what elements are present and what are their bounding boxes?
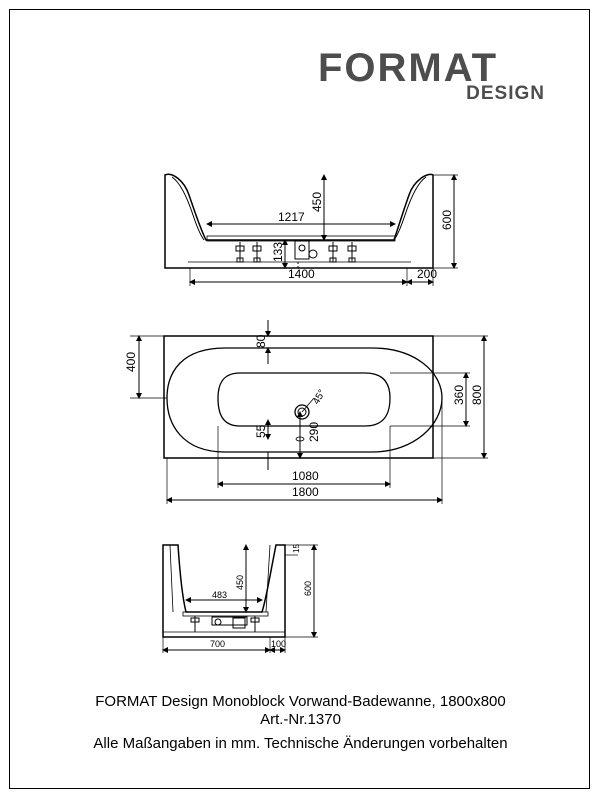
dim-top-rim: 80 — [254, 334, 268, 348]
top-view-frame — [164, 336, 433, 458]
side-view-inner-left — [172, 177, 204, 240]
dim-side-overhang: 200 — [417, 267, 438, 281]
logo-subtitle: DESIGN — [466, 83, 545, 104]
caption-notice: Alle Maßangaben in mm. Technische Änderungen vorbehalten — [93, 735, 508, 752]
dim-top-drain-angle: 45° — [311, 387, 329, 407]
dim-side-height: 600 — [440, 209, 454, 230]
end-view-feet — [191, 616, 259, 632]
end-view — [163, 545, 318, 653]
dim-top-wall-offset: 400 — [124, 351, 138, 372]
dim-side-inner-width: 1217 — [278, 210, 305, 224]
dim-end-inner-width: 483 — [212, 590, 228, 600]
dim-end-height: 600 — [303, 580, 313, 596]
top-view-tub-outline — [167, 348, 442, 452]
logo-wordmark: FORMAT — [318, 46, 499, 90]
dim-side-drain-height: 133 — [271, 241, 285, 262]
dim-end-depth: 450 — [235, 574, 245, 590]
dim-side-depth: 450 — [310, 191, 324, 212]
dim-side-width-bottom: 1400 — [288, 267, 315, 281]
dim-top-length: 1800 — [292, 485, 319, 499]
side-view-inner-right — [394, 177, 426, 240]
end-view-labels — [210, 544, 313, 649]
caption-title: FORMAT Design Monoblock Vorwand-Badewanne, 1800x800 — [95, 693, 506, 710]
dim-top-drain-offset: 290 — [307, 421, 321, 442]
dim-end-width: 700 — [210, 639, 226, 649]
dim-top-inner-width: 360 — [452, 384, 466, 405]
dim-top-inner-length: 1080 — [292, 469, 319, 483]
side-view-drain — [295, 241, 317, 268]
dim-top-drain-rim: 55 — [254, 424, 268, 438]
dim-end-rim: 15 — [292, 544, 301, 553]
caption-article-number: Art.-Nr.1370 — [260, 711, 341, 728]
top-view-labels — [124, 334, 484, 499]
dim-top-width: 800 — [470, 384, 484, 405]
dim-end-wall: 100 — [271, 639, 287, 649]
